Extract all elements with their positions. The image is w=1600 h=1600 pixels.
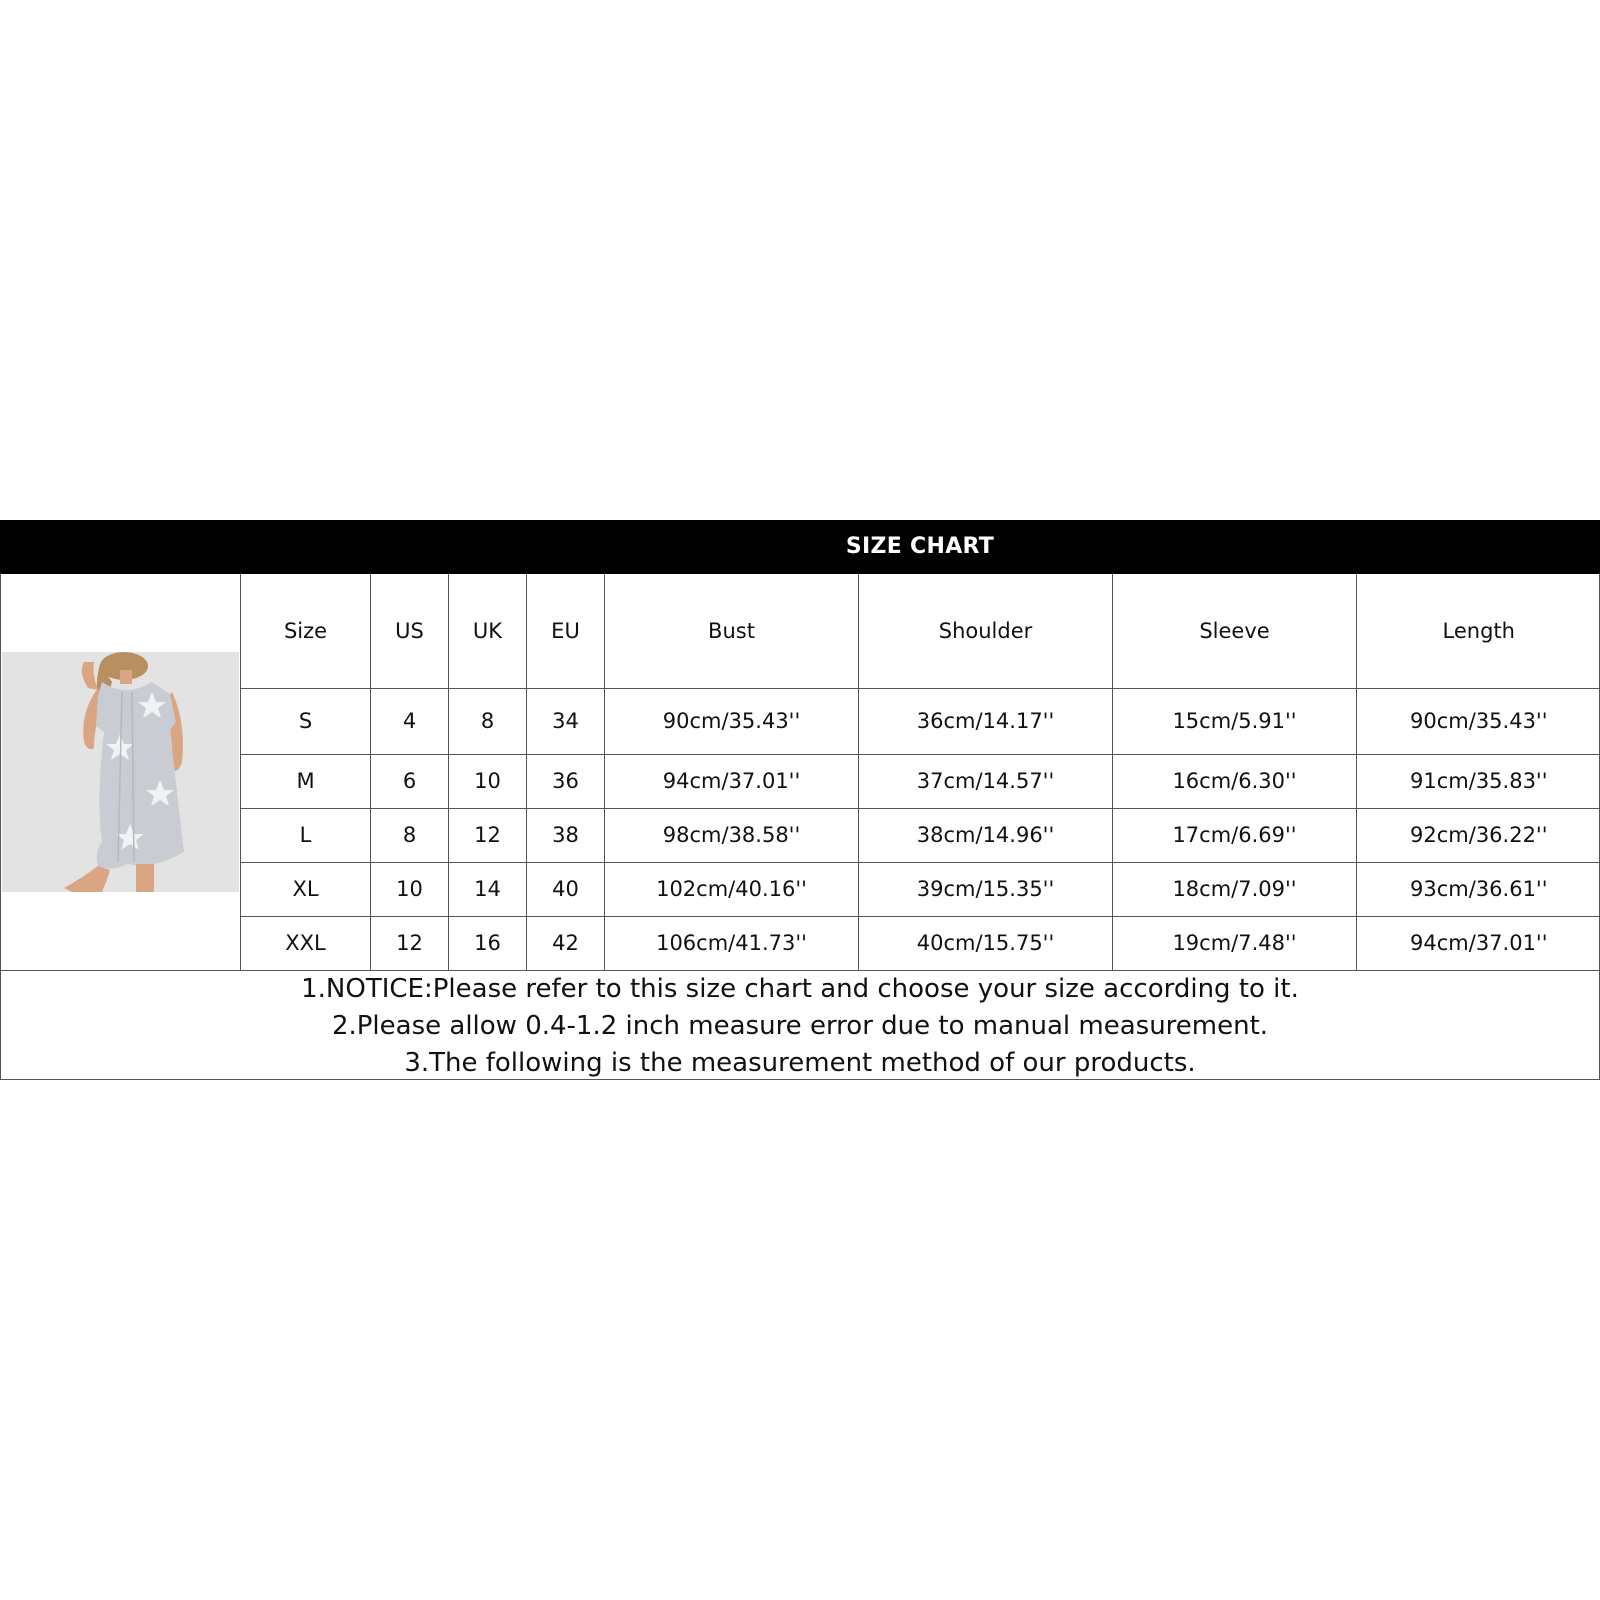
size-table <box>240 574 1600 970</box>
table-row <box>241 688 1600 754</box>
measurement-error-line: 2.Please allow 0.4-1.2 inch measure error due to manual measurement. <box>331 1011 1269 1041</box>
table-cell: 12 <box>371 916 449 970</box>
table-cell: L <box>241 808 371 862</box>
column-header-length: Length <box>1357 574 1600 688</box>
table-cell: 8 <box>449 688 527 754</box>
table-cell: XXL <box>241 916 371 970</box>
table-cell: 40 <box>527 862 605 916</box>
column-header-us: US <box>371 574 449 688</box>
table-cell: 8 <box>371 808 449 862</box>
table-cell: M <box>241 754 371 808</box>
table-cell: S <box>241 688 371 754</box>
table-cell: 91cm/35.83'' <box>1357 754 1600 808</box>
column-header-size: Size <box>241 574 371 688</box>
table-cell: 42 <box>527 916 605 970</box>
table-cell: 38cm/14.96'' <box>859 808 1113 862</box>
notice-line: 1.NOTICE:Please refer to this size chart and choose your size according to it. <box>301 974 1299 1004</box>
column-header-shoulder: Shoulder <box>859 574 1113 688</box>
table-cell: 38 <box>527 808 605 862</box>
measurement-method-line: 3.The following is the measurement method of our products. <box>404 1048 1196 1078</box>
table-cell: 90cm/35.43'' <box>605 688 859 754</box>
column-header-bust: Bust <box>605 574 859 688</box>
table-header-row <box>241 574 1600 688</box>
table-cell: 10 <box>371 862 449 916</box>
column-header-uk: UK <box>449 574 527 688</box>
table-cell: 15cm/5.91'' <box>1113 688 1357 754</box>
table-row <box>241 862 1600 916</box>
table-cell: 106cm/41.73'' <box>605 916 859 970</box>
table-cell: 39cm/15.35'' <box>859 862 1113 916</box>
table-cell: 98cm/38.58'' <box>605 808 859 862</box>
size-table-container <box>0 574 1600 1080</box>
table-cell: 102cm/40.16'' <box>605 862 859 916</box>
table-cell: 18cm/7.09'' <box>1113 862 1357 916</box>
table-cell: XL <box>241 862 371 916</box>
size-notes <box>1 970 1599 1080</box>
table-row <box>241 808 1600 862</box>
table-cell: 16cm/6.30'' <box>1113 754 1357 808</box>
table-row <box>241 916 1600 970</box>
table-cell: 12 <box>449 808 527 862</box>
table-cell: 36 <box>527 754 605 808</box>
column-header-sleeve: Sleeve <box>1113 574 1357 688</box>
size-chart-title: SIZE CHART <box>845 534 995 559</box>
size-chart <box>0 520 1600 1080</box>
table-cell: 6 <box>371 754 449 808</box>
table-cell: 16 <box>449 916 527 970</box>
table-cell: 19cm/7.48'' <box>1113 916 1357 970</box>
table-cell: 94cm/37.01'' <box>1357 916 1600 970</box>
table-cell: 92cm/36.22'' <box>1357 808 1600 862</box>
table-cell: 10 <box>449 754 527 808</box>
column-header-eu: EU <box>527 574 605 688</box>
table-cell: 94cm/37.01'' <box>605 754 859 808</box>
product-image-cell <box>1 574 241 970</box>
table-cell: 93cm/36.61'' <box>1357 862 1600 916</box>
table-cell: 90cm/35.43'' <box>1357 688 1600 754</box>
table-cell: 40cm/15.75'' <box>859 916 1113 970</box>
table-cell: 37cm/14.57'' <box>859 754 1113 808</box>
table-cell: 17cm/6.69'' <box>1113 808 1357 862</box>
header-bar <box>0 520 1600 574</box>
product-photo <box>2 652 239 892</box>
dress-photo-icon <box>2 652 239 892</box>
table-cell: 14 <box>449 862 527 916</box>
table-cell: 36cm/14.17'' <box>859 688 1113 754</box>
table-cell: 34 <box>527 688 605 754</box>
table-cell: 4 <box>371 688 449 754</box>
table-row <box>241 754 1600 808</box>
